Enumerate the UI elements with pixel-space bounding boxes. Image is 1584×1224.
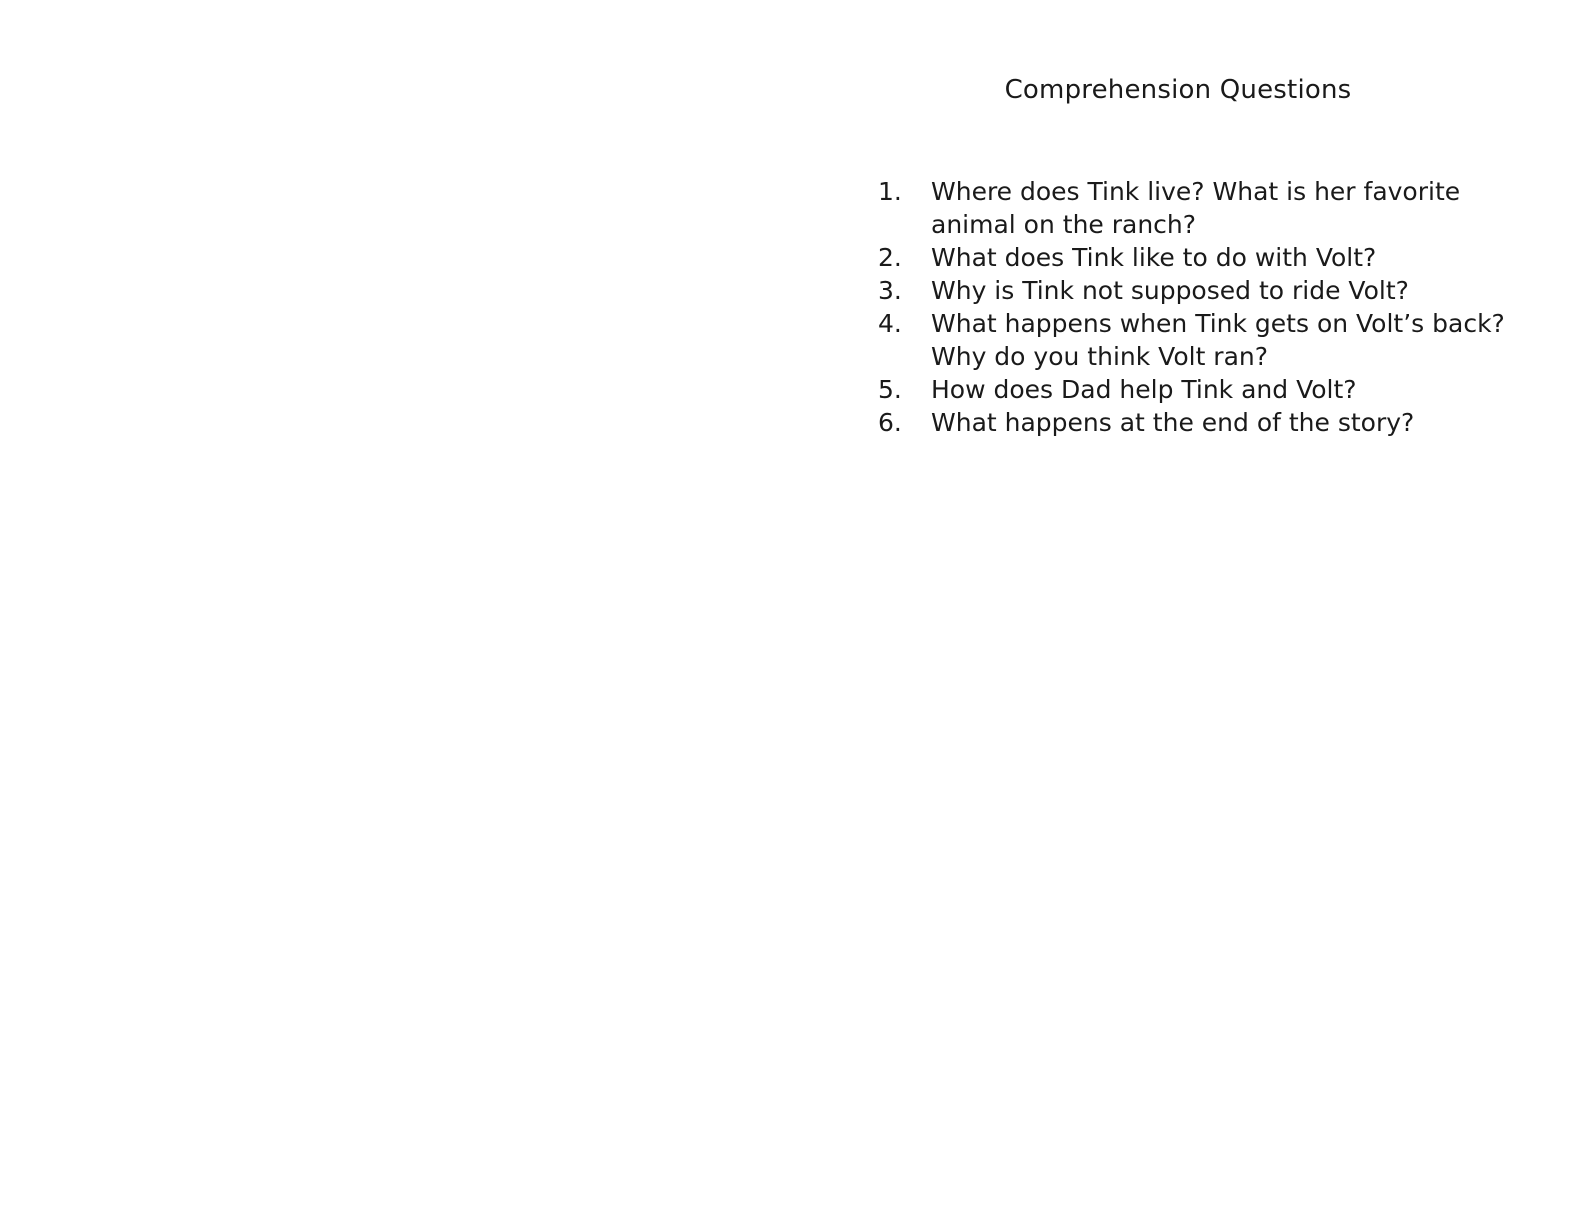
question-text: Why is Tink not supposed to ride Volt?: [931, 276, 1409, 305]
question-item-4: [878, 307, 1518, 373]
question-number: 5.: [878, 375, 902, 404]
page-title: Comprehension Questions: [1004, 75, 1352, 105]
question-number: 1.: [878, 177, 902, 206]
question-number: 4.: [878, 309, 902, 338]
question-number: 3.: [878, 276, 902, 305]
question-text: How does Dad help Tink and Volt?: [931, 375, 1357, 404]
questions-panel: [878, 0, 1518, 1224]
question-text: What happens when Tink gets on Volt’s back? Why do you think Volt ran?: [931, 309, 1505, 371]
question-number: 6.: [878, 408, 902, 437]
question-text: Where does Tink live? What is her favorite animal on the ranch?: [931, 177, 1461, 239]
question-item-5: [878, 373, 1518, 406]
question-item-6: [878, 406, 1518, 439]
questions-list: [878, 175, 1518, 439]
question-number: 2.: [878, 243, 902, 272]
question-item-2: [878, 241, 1518, 274]
question-text: What does Tink like to do with Volt?: [931, 243, 1377, 272]
question-text: What happens at the end of the story?: [931, 408, 1415, 437]
question-item-3: [878, 274, 1518, 307]
question-item-1: [878, 175, 1518, 241]
